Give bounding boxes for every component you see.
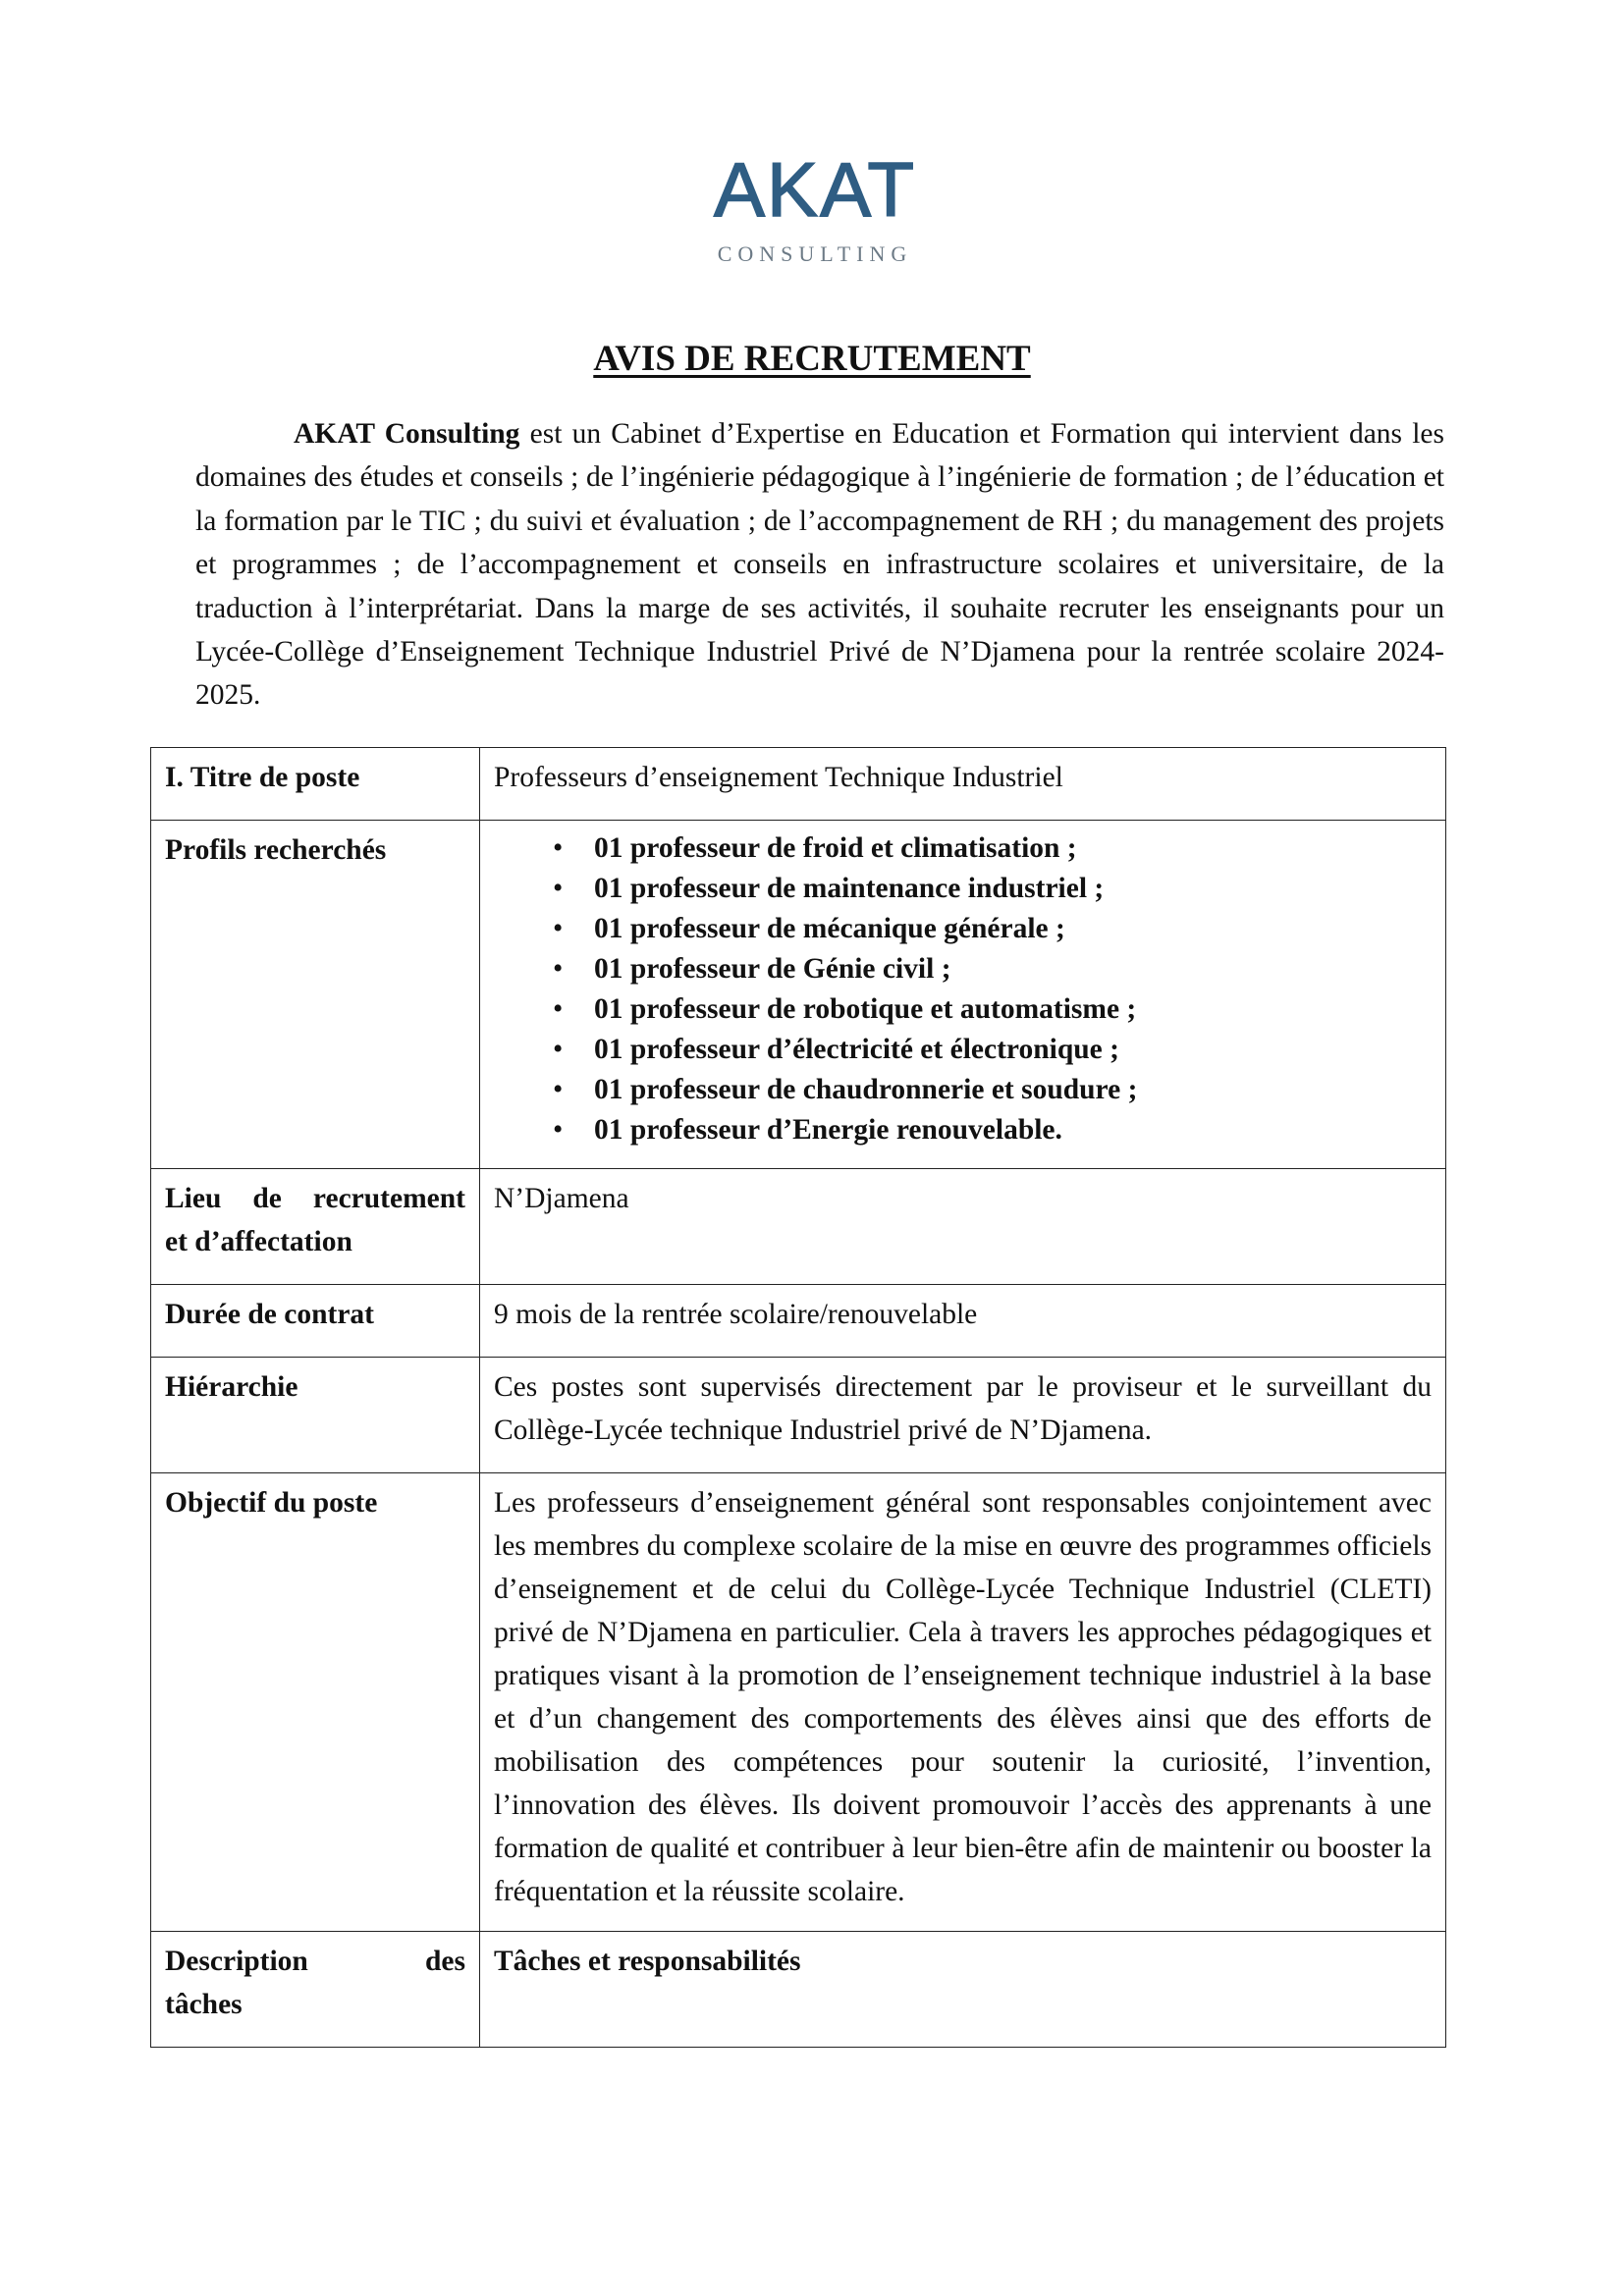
- job-details-table: [150, 747, 1446, 2048]
- list-item: • 01 professeur de mécanique générale ;: [553, 909, 1432, 949]
- bullet-icon: •: [553, 832, 564, 864]
- bullet-icon: •: [553, 993, 564, 1025]
- profils-label: Profils recherchés: [151, 821, 480, 1169]
- list-item: • 01 professeur de robotique et automatisme ;: [553, 989, 1432, 1030]
- titre-label: I. Titre de poste: [151, 748, 480, 821]
- akat-consulting-logo: [687, 147, 943, 275]
- objectif-label: Objectif du poste: [151, 1473, 480, 1932]
- table-row-objectif: [151, 1473, 1446, 1932]
- table-row-duree: [151, 1285, 1446, 1358]
- description-label: Description des tâches: [151, 1932, 480, 2048]
- intro-paragraph: [195, 412, 1444, 718]
- bullet-icon: •: [553, 1114, 564, 1146]
- profils-value: [480, 821, 1446, 1169]
- objectif-value: Les professeurs d’enseignement général sont responsables conjointement avec les membres du complexe scolaire de la mise en œuvre des programmes officiels d’enseignement et de celui du Collège-Lycée Technique Industriel (CLETI) privé de N’Djamena en particulier. Cela à travers les approches pédagogiques et pratiques visant à la promotion de l’enseignement technique industriel à la base et d’un changement des comportements des élèves ainsi que des efforts de mobilisation des compétences pour soutenir la curiosité, l’invention, l’innovation des élèves. Ils doivent promouvoir l’accès des apprenants à une formation de qualité et contribuer à leur bien-être afin de maintenir ou booster la fréquentation et la réussite scolaire.: [480, 1473, 1446, 1932]
- intro-text: est un Cabinet d’Expertise en Education et Formation qui intervient dans les domaines des études et conseils ; de l’ingénierie pédagogique à l’ingénierie de formation ; de l’éducation et la formation par le TIC ; du suivi et évaluation ; de l’accompagnement de RH ; du management des projets et programmes ; de l’accompagnement et conseils en infrastructure scolaires et universitaire, de la traduction à l’interprétariat. Dans la marge de ses activités, il souhaite recruter les enseignants pour un Lycée-Collège d’Enseignement Technique Industriel Privé de N’Djamena pour la rentrée scolaire 2024-2025.: [195, 418, 1445, 712]
- list-item: • 01 professeur de froid et climatisation ;: [553, 828, 1432, 869]
- table-row-hierarchie: [151, 1358, 1446, 1473]
- table-row-titre: [151, 748, 1446, 821]
- logo-tagline: CONSULTING: [717, 241, 913, 266]
- list-item: • 01 professeur de maintenance industriel ;: [553, 869, 1432, 909]
- bullet-icon: •: [553, 1074, 564, 1105]
- bullet-icon: •: [553, 913, 564, 944]
- lieu-value: N’Djamena: [480, 1169, 1446, 1285]
- profiles-list: [494, 828, 1432, 1150]
- bullet-icon: •: [553, 1034, 564, 1065]
- titre-value: Professeurs d’enseignement Technique Industriel: [480, 748, 1446, 821]
- table-row-description: [151, 1932, 1446, 2048]
- bullet-icon: •: [553, 953, 564, 985]
- lieu-label: Lieu de recrutement et d’affectation: [151, 1169, 480, 1285]
- bullet-icon: •: [553, 873, 564, 904]
- list-item: • 01 professeur d’Energie renouvelable.: [553, 1110, 1432, 1150]
- list-item: • 01 professeur de Génie civil ;: [553, 949, 1432, 989]
- hierarchie-label: Hiérarchie: [151, 1358, 480, 1473]
- list-item: • 01 professeur de chaudronnerie et soudure ;: [553, 1070, 1432, 1110]
- logo-wordmark: AKAT: [714, 147, 916, 233]
- duree-label: Durée de contrat: [151, 1285, 480, 1358]
- table-row-lieu: [151, 1169, 1446, 1285]
- page-title: AVIS DE RECRUTEMENT: [593, 339, 1031, 379]
- table-row-profils: [151, 821, 1446, 1169]
- list-item: • 01 professeur d’électricité et électronique ;: [553, 1030, 1432, 1070]
- hierarchie-value: Ces postes sont supervisés directement par le proviseur et le surveillant du Collège-Lycée technique Industriel privé de N’Djamena.: [480, 1358, 1446, 1473]
- company-name: AKAT Consulting: [294, 418, 520, 450]
- duree-value: 9 mois de la rentrée scolaire/renouvelable: [480, 1285, 1446, 1358]
- description-value: Tâches et responsabilités: [480, 1932, 1446, 2048]
